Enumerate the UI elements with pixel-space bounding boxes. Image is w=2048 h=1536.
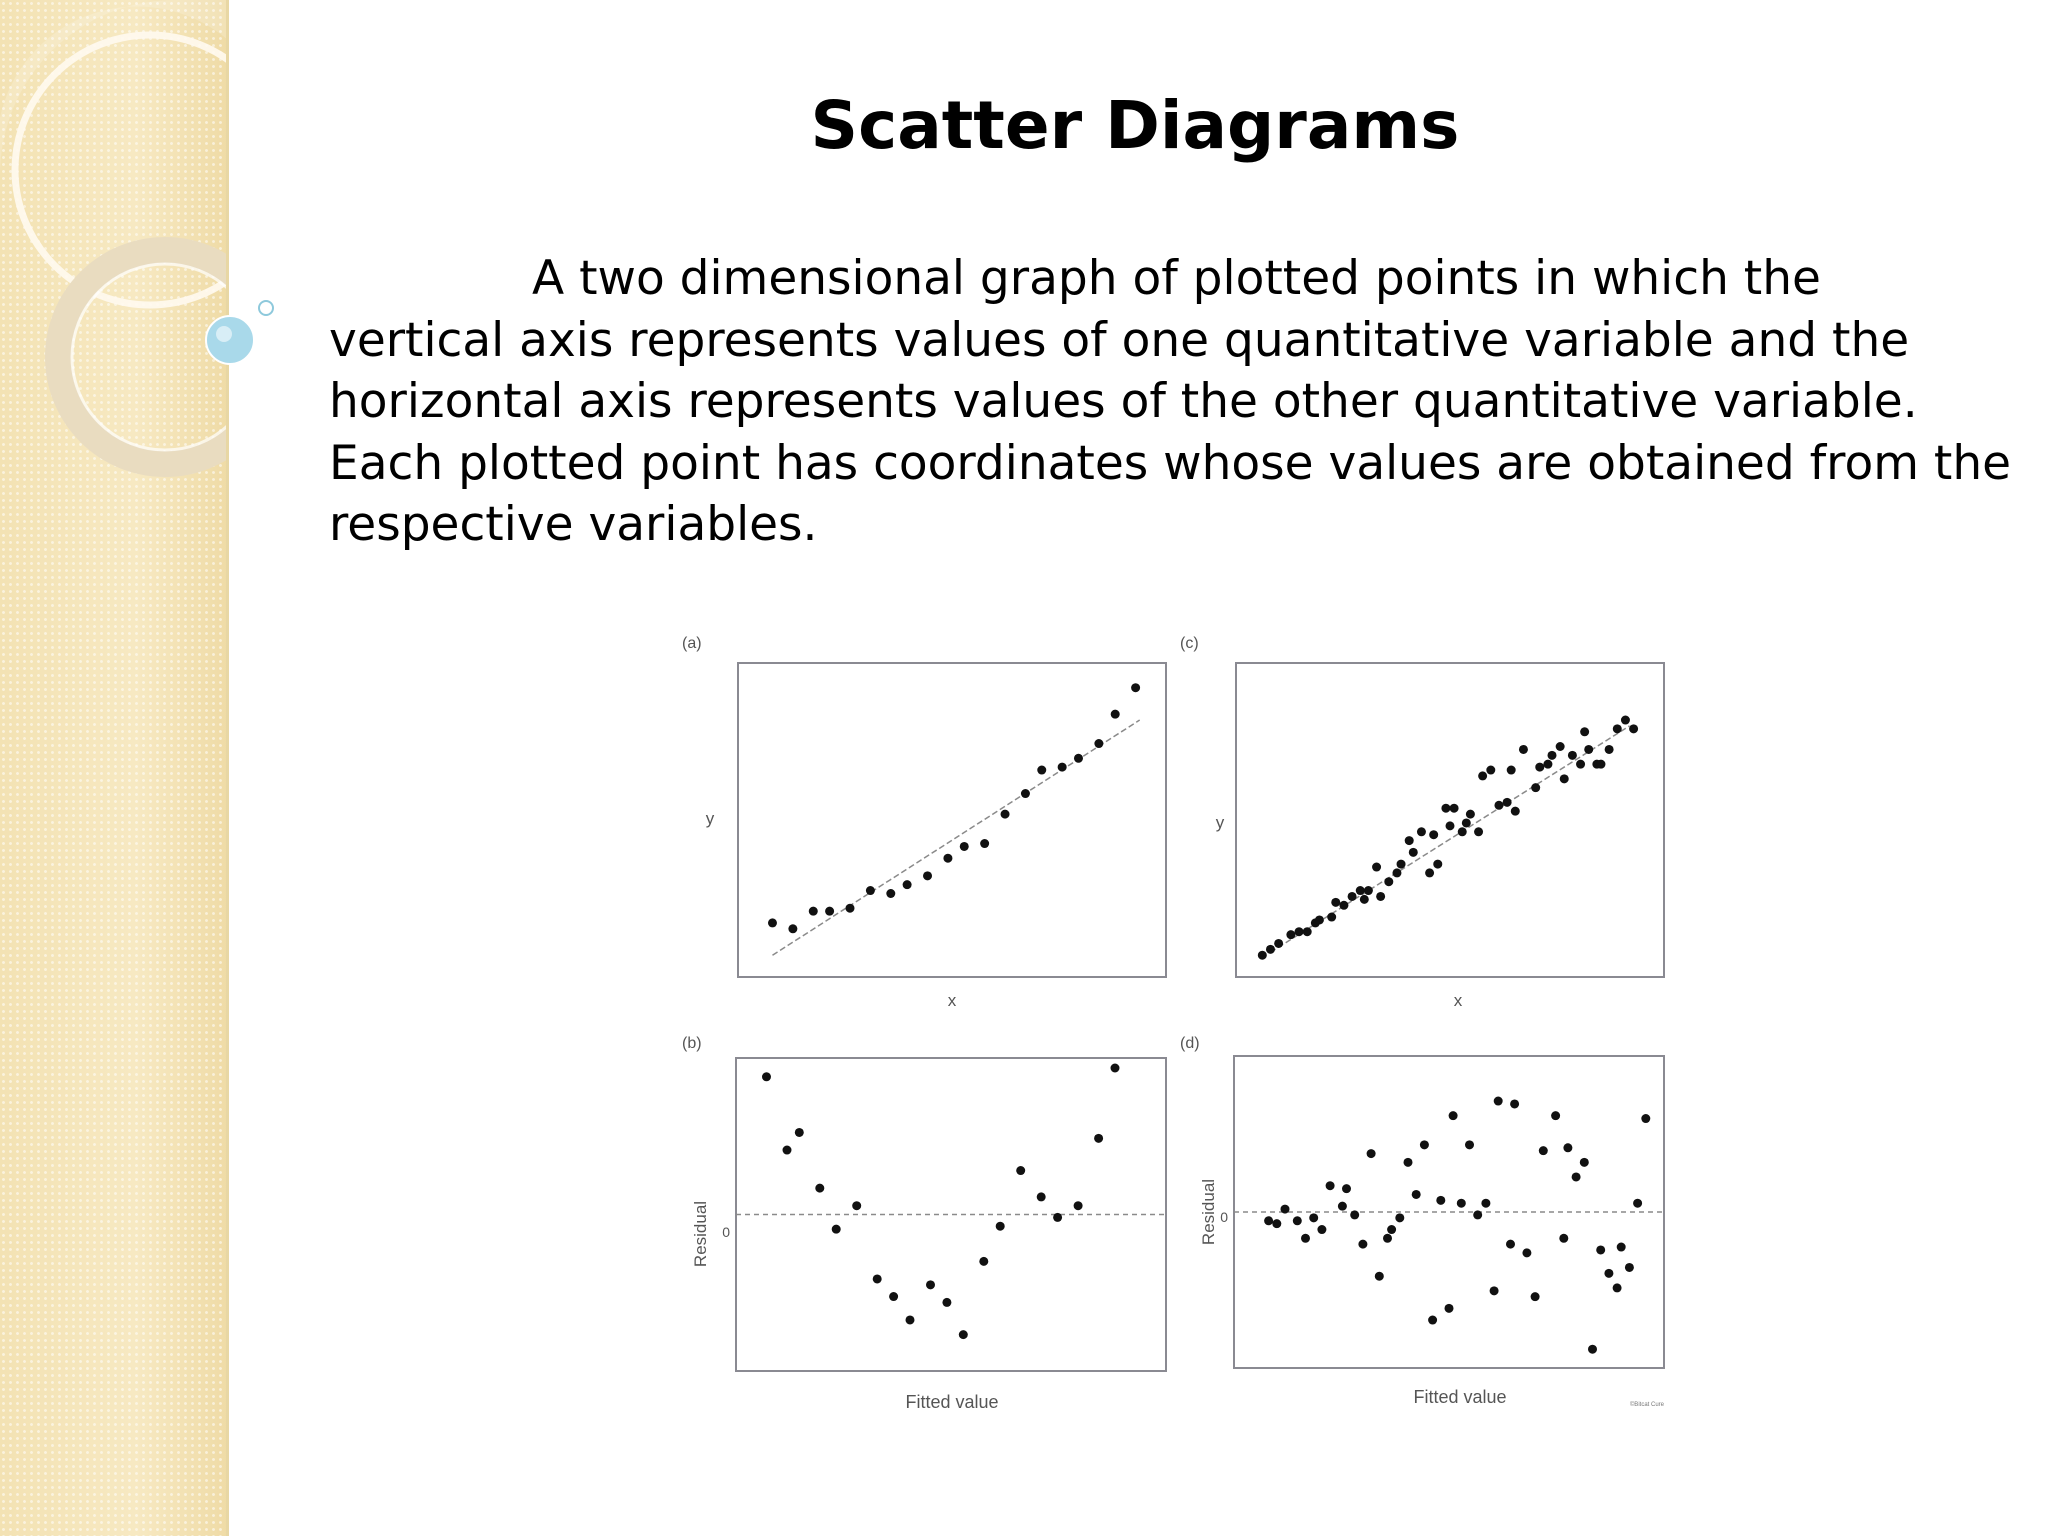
x-axis-label: x (1453, 991, 1463, 1010)
data-point (1449, 1111, 1458, 1120)
data-point (1588, 1345, 1597, 1354)
data-point (1397, 860, 1406, 869)
data-point (873, 1274, 882, 1283)
data-point (1580, 727, 1589, 736)
data-point (1613, 1283, 1622, 1292)
fit-line (772, 720, 1139, 955)
panel-label: (b) (682, 1035, 702, 1052)
scatter-figure (660, 620, 1700, 1420)
data-point (1535, 763, 1544, 772)
data-point (1281, 1205, 1290, 1214)
data-point (959, 1330, 968, 1339)
data-point (809, 907, 818, 916)
small-bubble-icon (259, 301, 273, 315)
data-point (1511, 807, 1520, 816)
slide-title: Scatter Diagrams (810, 87, 1460, 164)
data-point (1272, 1219, 1281, 1228)
y-axis-label: Residual (1199, 1178, 1218, 1246)
data-point (852, 1201, 861, 1210)
data-point (1580, 1158, 1589, 1167)
data-point (1466, 810, 1475, 819)
data-point (1360, 895, 1369, 904)
paragraph-line: vertical axis represents values of one quantitative variable and the (329, 312, 1910, 368)
data-point (1058, 763, 1067, 772)
data-point (1429, 830, 1438, 839)
data-point (1446, 821, 1455, 830)
data-point (1551, 1111, 1560, 1120)
data-point (979, 1257, 988, 1266)
ring-highlight (0, 0, 228, 175)
data-point (1016, 1166, 1025, 1175)
data-point (1074, 1201, 1083, 1210)
data-point (1490, 1286, 1499, 1295)
data-point (1531, 783, 1540, 792)
bubble-icon (206, 316, 254, 364)
data-point (846, 904, 855, 913)
paragraph-line: horizontal axis represents values of the other quantitative variable. (329, 374, 1918, 429)
data-point (1474, 827, 1483, 836)
data-point (1326, 1181, 1335, 1190)
panel-label: (c) (1180, 635, 1199, 652)
data-point (1510, 1099, 1519, 1108)
paragraph-line: A two dimensional graph of plotted points in which the (532, 251, 1821, 306)
data-point (1417, 827, 1426, 836)
data-point (1412, 1190, 1421, 1199)
credit-label: ©Bitcat Cure (1629, 1402, 1664, 1408)
data-point (1568, 751, 1577, 760)
data-point (1457, 1199, 1466, 1208)
data-point (1420, 1140, 1429, 1149)
data-point (1317, 1225, 1326, 1234)
data-point (1556, 742, 1565, 751)
data-point (1450, 804, 1459, 813)
data-point (1633, 1199, 1642, 1208)
data-point (1478, 771, 1487, 780)
data-point (1560, 774, 1569, 783)
data-point (1481, 1199, 1490, 1208)
data-point (1436, 1196, 1445, 1205)
data-point (1331, 898, 1340, 907)
data-point (1617, 1243, 1626, 1252)
data-point (1563, 1143, 1572, 1152)
data-point (762, 1072, 771, 1081)
data-point (1486, 766, 1495, 775)
data-point (1576, 760, 1585, 769)
data-point (1503, 798, 1512, 807)
data-point (1053, 1213, 1062, 1222)
data-point (906, 1315, 915, 1324)
panel-label: (a) (682, 635, 702, 652)
data-point (1462, 818, 1471, 827)
data-point (1315, 915, 1324, 924)
y-axis-label: y (705, 809, 715, 828)
data-point (1342, 1184, 1351, 1193)
data-point (1596, 1245, 1605, 1254)
data-point (1384, 877, 1393, 886)
data-point (923, 871, 932, 880)
data-point (1428, 1316, 1437, 1325)
data-point (1258, 951, 1267, 960)
data-point (1266, 945, 1275, 954)
sidebar-decoration (0, 0, 228, 1536)
data-point (783, 1146, 792, 1155)
data-point (1392, 868, 1401, 877)
data-point (1395, 1213, 1404, 1222)
data-point (1376, 892, 1385, 901)
plot-frame (738, 663, 1166, 977)
data-point (1445, 1304, 1454, 1313)
x-axis-label: x (947, 991, 957, 1010)
data-point (1303, 927, 1312, 936)
data-point (1387, 1225, 1396, 1234)
data-point (1539, 1146, 1548, 1155)
data-point (1094, 1134, 1103, 1143)
data-point (1494, 1097, 1503, 1106)
panel-b (682, 1035, 1166, 1412)
data-point (1405, 836, 1414, 845)
data-point (1286, 930, 1295, 939)
data-point (1506, 1240, 1515, 1249)
panel-label: (d) (1180, 1035, 1200, 1052)
y-axis-label: Residual (691, 1200, 710, 1268)
y-axis-label: y (1215, 813, 1225, 832)
data-point (1596, 760, 1605, 769)
data-point (1605, 745, 1614, 754)
data-point (1473, 1210, 1482, 1219)
data-point (1339, 901, 1348, 910)
data-point (1441, 804, 1450, 813)
paragraph-line: Each plotted point has coordinates whose values are obtained from the (329, 435, 2012, 491)
data-point (1274, 939, 1283, 948)
zero-tick-label: 0 (1220, 1209, 1228, 1225)
data-point (1621, 716, 1630, 725)
data-point (1613, 724, 1622, 733)
data-point (1364, 886, 1373, 895)
data-point (942, 1298, 951, 1307)
fit-line (1270, 726, 1629, 952)
data-point (1629, 724, 1638, 733)
data-point (788, 924, 797, 933)
panel-c (1180, 635, 1664, 1010)
data-point (1641, 1114, 1650, 1123)
sidebar-edge (226, 0, 229, 1536)
data-point (1356, 886, 1365, 895)
data-point (1327, 913, 1336, 922)
data-point (1519, 745, 1528, 754)
data-point (1409, 848, 1418, 857)
data-point (1433, 860, 1442, 869)
data-point (1494, 801, 1503, 810)
data-point (1111, 1064, 1120, 1073)
data-point (926, 1280, 935, 1289)
data-point (1531, 1292, 1540, 1301)
data-point (832, 1225, 841, 1234)
data-point (1572, 1172, 1581, 1181)
data-point (768, 918, 777, 927)
definition-paragraph (329, 248, 2012, 556)
data-point (1001, 810, 1010, 819)
data-point (1548, 751, 1557, 760)
data-point (1037, 766, 1046, 775)
data-point (980, 839, 989, 848)
data-point (1559, 1234, 1568, 1243)
x-axis-label: Fitted value (1413, 1387, 1507, 1407)
data-point (960, 842, 969, 851)
data-point (889, 1292, 898, 1301)
data-point (1383, 1234, 1392, 1243)
data-point (1111, 710, 1120, 719)
data-point (1348, 892, 1357, 901)
data-point (795, 1128, 804, 1137)
zero-tick-label: 0 (722, 1224, 730, 1240)
data-point (1358, 1240, 1367, 1249)
data-point (1625, 1263, 1634, 1272)
data-point (1301, 1234, 1310, 1243)
data-point (1293, 1216, 1302, 1225)
data-point (1458, 827, 1467, 836)
paragraph-line: respective variables. (329, 497, 818, 552)
data-point (815, 1184, 824, 1193)
data-point (1264, 1216, 1273, 1225)
x-axis-label: Fitted value (905, 1392, 999, 1412)
data-point (1584, 745, 1593, 754)
data-point (1131, 683, 1140, 692)
data-point (886, 889, 895, 898)
data-point (1074, 754, 1083, 763)
data-point (1372, 863, 1381, 872)
data-point (1338, 1202, 1347, 1211)
bubble-decoration (200, 290, 290, 370)
ring-decoration (0, 0, 228, 1536)
data-point (1404, 1158, 1413, 1167)
data-point (1037, 1192, 1046, 1201)
data-point (866, 886, 875, 895)
data-point (825, 907, 834, 916)
data-point (1507, 766, 1516, 775)
data-point (1367, 1149, 1376, 1158)
data-point (1295, 927, 1304, 936)
data-point (943, 854, 952, 863)
data-point (1375, 1272, 1384, 1281)
data-point (903, 880, 912, 889)
panel-a (682, 635, 1166, 1010)
data-point (1604, 1269, 1613, 1278)
data-point (1021, 789, 1030, 798)
data-point (1465, 1140, 1474, 1149)
data-point (1094, 739, 1103, 748)
data-point (1543, 760, 1552, 769)
data-point (1522, 1248, 1531, 1257)
data-point (1425, 868, 1434, 877)
data-point (1350, 1210, 1359, 1219)
data-point (1309, 1213, 1318, 1222)
panel-d (1180, 1035, 1664, 1407)
data-point (996, 1222, 1005, 1231)
